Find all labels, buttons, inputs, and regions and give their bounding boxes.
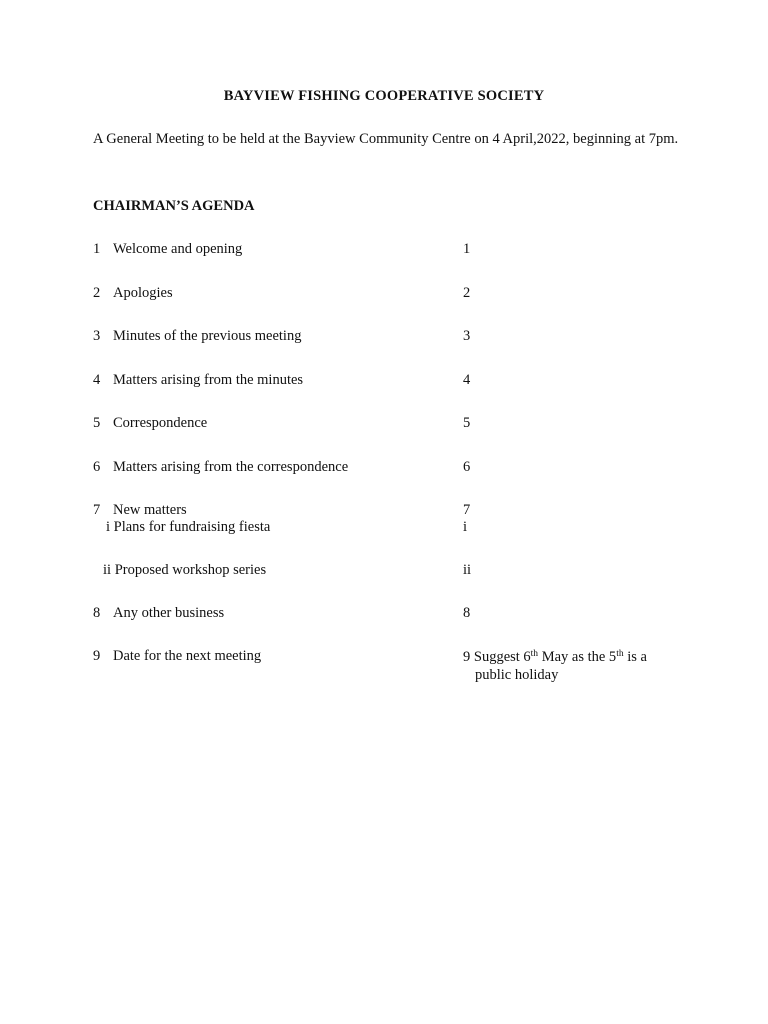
note-ordinal-suffix: th [616, 649, 624, 659]
note-ordinal-suffix: th [530, 649, 539, 659]
agenda-item-text: Welcome and opening [113, 241, 243, 257]
agenda-item-text: Matters arising from the correspondence [113, 459, 349, 475]
agenda-item-number: 4 [93, 372, 101, 388]
agenda-item-ref: 1 [463, 241, 471, 257]
agenda-item [93, 372, 303, 389]
agenda-item-number: 5 [93, 415, 101, 431]
agenda-item-number: 8 [93, 605, 101, 621]
agenda-item-text: New matters [113, 502, 187, 518]
agenda-item-text: Date for the next meeting [113, 648, 262, 664]
agenda-item-ref: 7 [463, 502, 471, 518]
agenda-item-text: Matters arising from the minutes [113, 372, 304, 388]
agenda-item-number: 6 [93, 459, 101, 475]
agenda-item-note [463, 648, 683, 684]
note-text-prefix: Suggest 6 [473, 649, 531, 665]
agenda-item [93, 502, 187, 519]
agenda-subitem-text: Plans for fundraising fiesta [113, 519, 271, 535]
agenda-item [93, 285, 173, 302]
agenda-item-ref: 6 [463, 459, 471, 475]
agenda-subitem-number: ii [103, 562, 112, 578]
agenda-item-ref: 2 [463, 285, 471, 301]
agenda-item-number: 3 [93, 328, 101, 344]
agenda-subitem-ref: i [463, 519, 468, 535]
agenda-item-ref: 5 [463, 415, 471, 431]
note-text-line2: public holiday [475, 667, 559, 683]
agenda-item-number: 9 [93, 648, 101, 664]
agenda-item [93, 459, 348, 476]
agenda-item-number: 1 [93, 241, 101, 257]
agenda-item-ref: 4 [463, 372, 471, 388]
meeting-intro: A General Meeting to be held at the Bayview Community Centre on 4 April,2022, beginning at 7pm. [93, 131, 679, 147]
note-text-suffix: is a [623, 649, 647, 665]
agenda-item [93, 241, 242, 258]
agenda-item-number: 7 [93, 502, 101, 518]
document-title: BAYVIEW FISHING COOPERATIVE SOCIETY [223, 88, 545, 104]
agenda-subitem [103, 562, 266, 579]
agenda-subitem-number: i [106, 519, 111, 535]
agenda-item [93, 415, 207, 432]
agenda-subitem-ref: ii [463, 562, 472, 578]
note-text-middle: May as the 5 [538, 649, 617, 665]
agenda-item-text: Apologies [113, 285, 173, 301]
agenda-heading: CHAIRMAN’S AGENDA [93, 198, 255, 214]
agenda-item-ref: 9 [463, 649, 471, 665]
agenda-subitem [106, 519, 270, 536]
agenda-item-ref: 8 [463, 605, 471, 621]
agenda-item [93, 328, 301, 345]
agenda-item-text: Minutes of the previous meeting [113, 328, 302, 344]
agenda-item-text: Correspondence [113, 415, 208, 431]
agenda-item-number: 2 [93, 285, 101, 301]
agenda-item-text: Any other business [113, 605, 225, 621]
agenda-item [93, 605, 224, 622]
agenda-item-ref: 3 [463, 328, 471, 344]
agenda-subitem-text: Proposed workshop series [114, 562, 267, 578]
agenda-item [93, 648, 261, 665]
